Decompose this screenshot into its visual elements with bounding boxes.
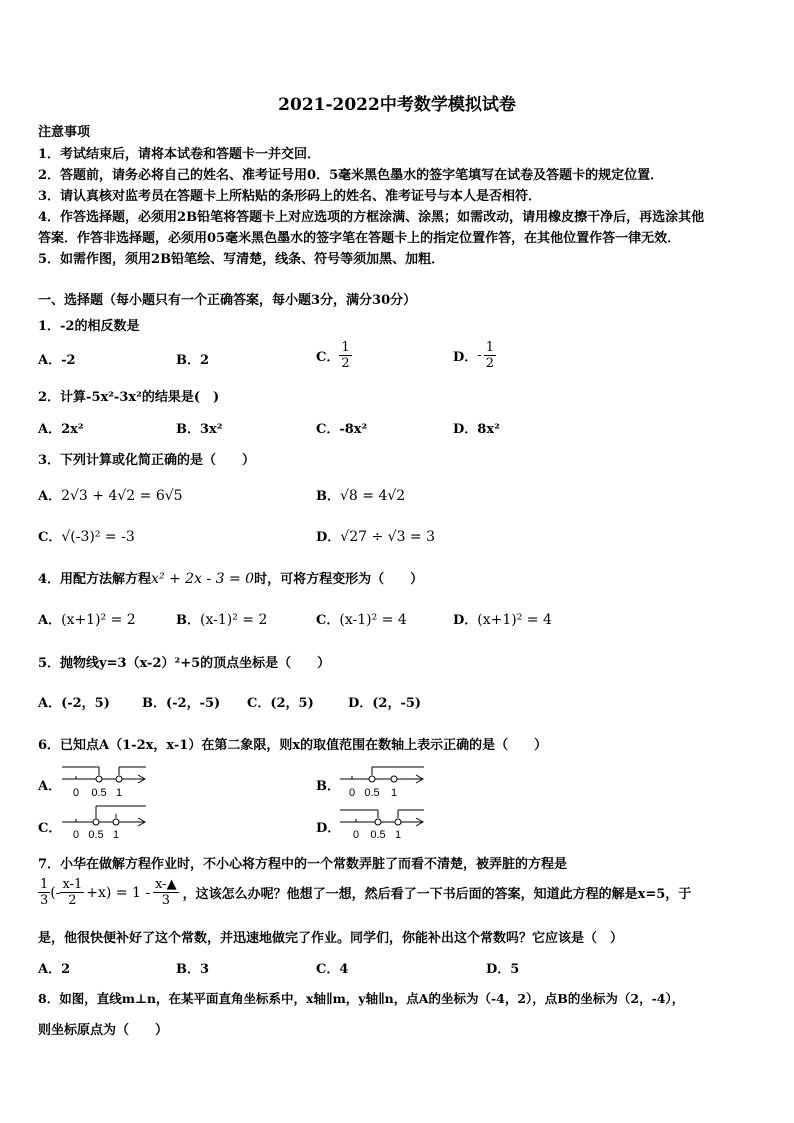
q2-option-b: B．3x² [176, 422, 223, 437]
q5-option-a: A．(-2，5) [38, 696, 110, 711]
fraction [153, 877, 179, 908]
note-item: 1．考试结束后，请将本试卷和答题卡一并交回． [38, 147, 321, 162]
q6-stem: 6．已知点A（1-2x，x-1）在第二象限，则x的取值范围在数轴上表示正确的是（ ） [38, 738, 548, 753]
q1-option-a: A．-2 [38, 353, 76, 368]
tick-label: 0.5 [88, 829, 104, 841]
tick-label: 0.5 [370, 829, 386, 841]
q3-option-b [316, 485, 405, 504]
q2-option-c: C．-8x² [316, 422, 368, 437]
q7-option-d: D．5 [486, 962, 520, 977]
number-line-b [336, 760, 431, 802]
denominator: 3 [40, 893, 49, 908]
numerator: x-▲ [155, 877, 177, 892]
denominator: 2 [485, 356, 494, 371]
q1-option-c [316, 340, 352, 371]
equation-part: +x) = 1 - [86, 884, 151, 901]
q7-stem: 7．小华在做解方程作业时，不小心将方程中的一个常数弄脏了而看不清楚，被弄脏的方程是 [38, 857, 568, 872]
tick-label: 0.5 [364, 787, 380, 799]
tick-label: 0.5 [91, 787, 107, 799]
formula: (x-1)² = 4 [339, 612, 407, 628]
number-line-d [336, 802, 431, 844]
tick-label: 1 [115, 787, 123, 799]
denominator: 2 [341, 356, 350, 371]
q3-stem: 3．下列计算或化简正确的是（ ） [38, 453, 256, 468]
numerator: 1 [485, 340, 494, 355]
option-label: A． [38, 489, 62, 504]
tick-label: 0 [352, 829, 360, 841]
tick-label: 0 [72, 787, 80, 799]
formula: 2√3 + 4√2 = 6√5 [61, 488, 183, 504]
numerator: x-1 [62, 877, 83, 892]
tick-label: 0 [348, 787, 356, 799]
option-label: D． [453, 350, 478, 365]
fraction [60, 877, 84, 908]
fraction [484, 340, 496, 371]
formula: (x-1)² = 2 [200, 612, 268, 628]
note-item: 3．请认真核对监考员在答题卡上所粘贴的条形码上的姓名、准考证号与本人是否相符． [38, 189, 542, 204]
option-label: A． [38, 613, 62, 628]
note-item: 2．答题前，请务必将自己的姓名、准考证号用0．5毫米黑色墨水的签字笔填写在试卷及答题卡的规定位置． [38, 168, 664, 183]
tick-label: 1 [390, 787, 398, 799]
note-item: 5．如需作图，须用2B铅笔绘、写清楚，线条、符号等须加黑、加粗． [38, 252, 445, 267]
q2-option-d: D．8x² [453, 422, 500, 437]
q4-stem [38, 568, 423, 587]
q4-option-b [176, 609, 267, 628]
q4-option-a [38, 609, 136, 628]
fraction [38, 877, 50, 908]
q7-stem-continued: ，这该怎么办呢？他想了一想，然后看了一下书后面的答案，知道此方程的解是x=5，于 [182, 887, 692, 902]
option-label: C． [316, 613, 340, 628]
q8-stem: 8．如图，直线m⊥n，在某平面直角坐标系中，x轴∥m，y轴∥n，点A的坐标为（-4，2），点B的坐标为（2，-4）， [38, 991, 685, 1006]
tick-label: 1 [112, 829, 120, 841]
option-label: B． [176, 613, 200, 628]
stem-text: 时，可将方程变形为（ ） [254, 572, 424, 587]
q5-stem: 5．抛物线y=3（x-2）²+5的顶点坐标是（ ） [38, 656, 331, 671]
option-label: C． [38, 530, 62, 545]
q7-stem-continued: 是，他很快便补好了这个常数，并迅速地做完了作业。同学们，你能补出这个常数吗？它应该是（ ） [38, 931, 624, 946]
option-label: C． [316, 350, 340, 365]
note-item: 4．作答选择题，必须用2B铅笔将答题卡上对应选项的方框涂满、涂黑；如需改动，请用橡皮擦干净后，再选涂其他 [38, 210, 705, 225]
fraction [339, 340, 351, 371]
note-item: 答案．作答非选择题，必须用05毫米黑色墨水的签字笔在答题卡上的指定位置作答，在其他位置作答一律无效． [38, 231, 681, 246]
option-label: B． [316, 489, 340, 504]
formula: √8 = 4√2 [340, 488, 406, 504]
denominator: 2 [68, 893, 77, 908]
numerator: 1 [40, 877, 49, 892]
q6-option-b-label: B． [316, 779, 340, 794]
formula: (x+1)² = 4 [477, 612, 552, 628]
section-heading: 一、选择题（每小题只有一个正确答案，每小题3分，满分30分） [38, 293, 417, 308]
equation: x² + 2x - 3 = 0 [151, 571, 255, 587]
tick-label: 1 [394, 829, 402, 841]
q3-option-d [316, 526, 435, 545]
q7-option-a: A．2 [38, 962, 71, 977]
tick-label: 0 [72, 829, 80, 841]
formula: (x+1)² = 2 [61, 612, 136, 628]
q7-option-c: C．4 [316, 962, 349, 977]
stem-text: 4．用配方法解方程 [38, 572, 152, 587]
numerator: 1 [341, 340, 350, 355]
exam-title: 2021-2022中考数学模拟试卷 [278, 95, 516, 115]
minus-sign: - [477, 348, 482, 363]
formula: √(-3)² = -3 [61, 529, 135, 545]
q1-option-d [453, 340, 496, 371]
q3-option-a [38, 485, 183, 504]
option-label: D． [453, 613, 478, 628]
q6-option-d-label: D． [316, 821, 341, 836]
q2-stem: 2．计算-5x²-3x²的结果是( ) [38, 390, 220, 405]
option-label: D． [316, 530, 341, 545]
formula: √27 ÷ √3 = 3 [340, 529, 436, 545]
q7-equation [38, 877, 691, 908]
q5-option-c: C．(2，5) [247, 696, 314, 711]
number-line-a [58, 760, 153, 802]
q5-option-b: B．(-2，-5) [142, 696, 221, 711]
equation-part: (- [50, 884, 61, 901]
q1-stem: 1．-2的相反数是 [38, 319, 140, 334]
q2-option-a: A．2x² [38, 422, 84, 437]
number-line-c [58, 800, 153, 842]
q5-option-d: D．(2，-5) [348, 696, 422, 711]
q4-option-c [316, 609, 407, 628]
q1-option-b: B．2 [176, 353, 210, 368]
q6-option-c-label: C． [38, 821, 62, 836]
q6-option-a-label: A． [38, 779, 62, 794]
denominator: 3 [161, 893, 170, 908]
q7-option-b: B．3 [176, 962, 210, 977]
notes-heading: 注意事项 [38, 125, 91, 140]
q8-stem-continued: 则坐标原点为（ ） [38, 1023, 169, 1038]
q4-option-d [453, 609, 552, 628]
q3-option-c [38, 526, 135, 545]
